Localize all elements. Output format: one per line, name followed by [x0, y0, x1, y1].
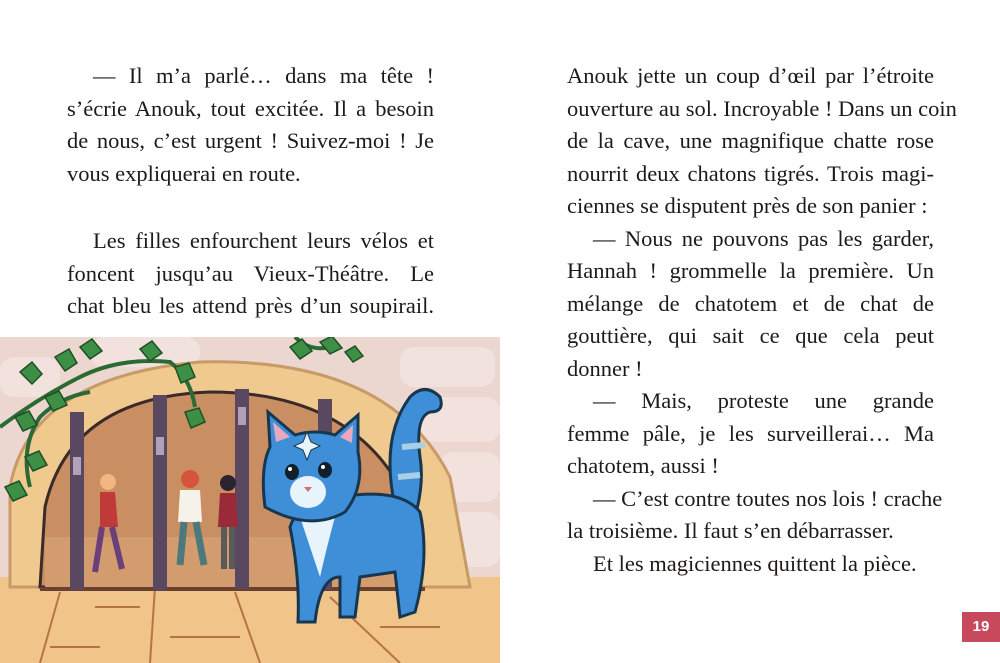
text-line: Les filles enfourchent leurs vélos et	[93, 228, 434, 253]
page-number-badge: 19	[962, 612, 1000, 642]
right-page	[500, 0, 1000, 663]
narrative-paragraph-cellar	[567, 60, 957, 580]
text-line: — Nous ne pouvons pas les garder,	[593, 225, 934, 251]
text-line: chat bleu les attend près d’un soupirail.	[67, 293, 434, 318]
narrative-paragraph-bikes	[67, 225, 434, 323]
cat-cellar-illustration	[0, 337, 500, 663]
text-line: de nous, c’est urgent ! Suivez-moi ! Je	[67, 128, 434, 153]
text-line: la troisième. Il faut s’en débarrasser.	[567, 518, 894, 543]
text-line: foncent jusqu’au Vieux-Théâtre. Le	[67, 260, 434, 286]
text-line: — Mais, proteste une grande	[593, 388, 934, 413]
text-line: Et les magiciennes quittent la pièce.	[593, 550, 917, 576]
text-line: gouttière, qui sait ce que cela peut	[567, 323, 934, 348]
text-line: donner !	[567, 355, 643, 381]
text-line: nourrit deux chatons tigrés. Trois magi-	[567, 160, 934, 186]
text-line: ciennes se disputent près de son panier :	[567, 193, 928, 218]
text-line: Hannah ! grommelle la première. Un	[567, 258, 934, 283]
text-line: femme pâle, je les surveillerai… Ma	[567, 420, 934, 446]
text-line: — Il m’a parlé… dans ma tête !	[93, 63, 434, 88]
text-line: Anouk jette un coup d’œil par l’étroite	[567, 63, 934, 88]
text-line: ouverture au sol. Incroyable ! Dans un coin	[567, 95, 957, 121]
dialogue-paragraph-anouk	[67, 60, 434, 190]
text-line: chatotem, aussi !	[567, 453, 719, 478]
text-line: — C’est contre toutes nos lois ! crache	[593, 485, 943, 511]
text-line: mélange de chatotem et de chat de	[567, 290, 934, 316]
text-line: de la cave, une magnifique chatte rose	[567, 128, 934, 153]
text-line: s’écrie Anouk, tout excitée. Il a besoin	[67, 95, 434, 121]
text-line: vous expliquerai en route.	[67, 160, 301, 186]
